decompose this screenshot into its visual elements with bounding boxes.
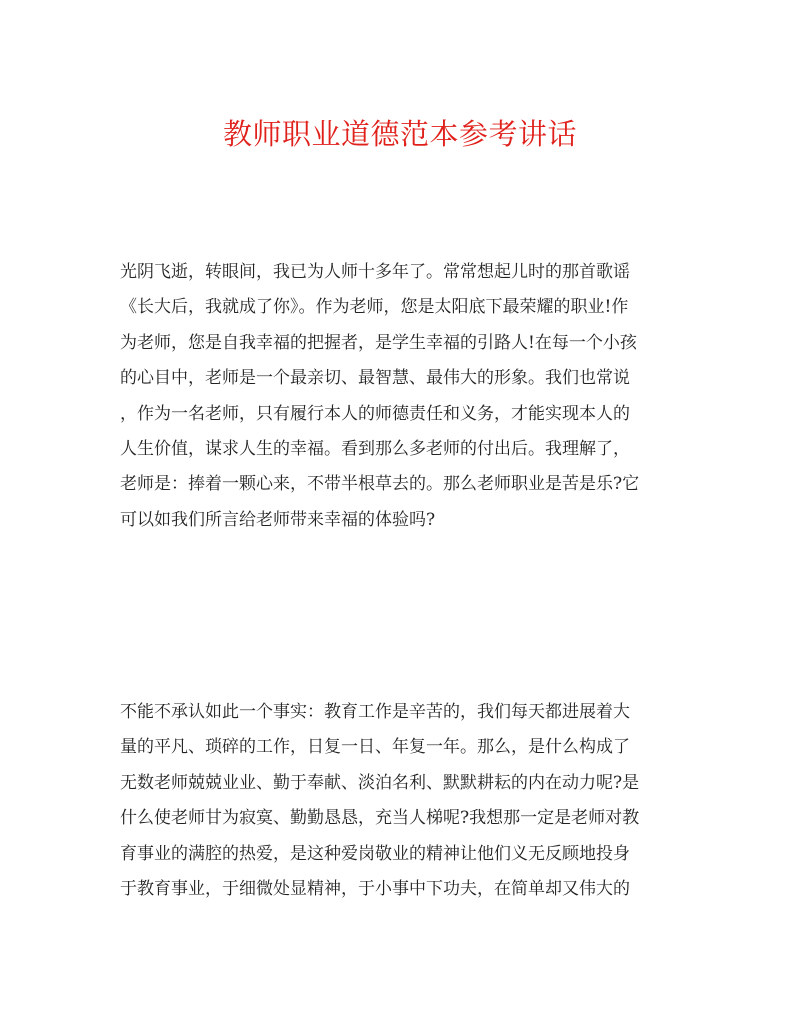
paragraph-line: 什么使老师甘为寂寞、勤勤恳恳，充当人梯呢?我想那一定是老师对教 [120,808,640,829]
paragraph-line: 无数老师兢兢业业、勤于奉献、淡泊名利、默默耕耘的内在动力呢?是 [120,772,640,793]
paragraph-line: 育事业的满腔的热爱，是这种爱岗敬业的精神让他们义无反顾地投身 [120,843,630,864]
paragraph-line: 光阴飞逝，转眼间，我已为人师十多年了。常常想起儿时的那首歌谣 [120,262,630,282]
paragraph-line: 为老师，您是自我幸福的把握者，是学生幸福的引路人!在每一个小孩 [120,332,637,353]
paragraph-line: 量的平凡、琐碎的工作，日复一日、年复一年。那么，是什么构成了 [120,737,630,758]
paragraph-line: 不能不承认如此一个事实：教育工作是辛苦的，我们每天都进展着大 [120,702,630,722]
paragraph-line: 老师是：捧着一颗心来，不带半根草去的。那么老师职业是苦是乐?它 [120,474,640,495]
paragraph-line: 的心目中，老师是一个最亲切、最智慧、最伟大的形象。我们也常说 [120,368,630,389]
paragraph-line: 《长大后，我就成了你》。作为老师，您是太阳底下最荣耀的职业!作 [120,297,629,318]
paragraph-line: 于教育事业，于细微处显精神，于小事中下功夫，在简单却又伟大的 [120,879,630,900]
document-title: 教师职业道德范本参考讲话 [222,117,577,151]
paragraph-line: ，作为一名老师，只有履行本人的师德责任和义务，才能实现本人的 [120,403,630,424]
paragraph-line: 人生价值，谋求人生的幸福。看到那么多老师的付出后。我理解了， [120,439,630,460]
paragraph-1 [120,255,680,538]
paragraph-2 [120,695,680,907]
paragraph-line: 可以如我们所言给老师带来幸福的体验吗? [120,509,436,530]
